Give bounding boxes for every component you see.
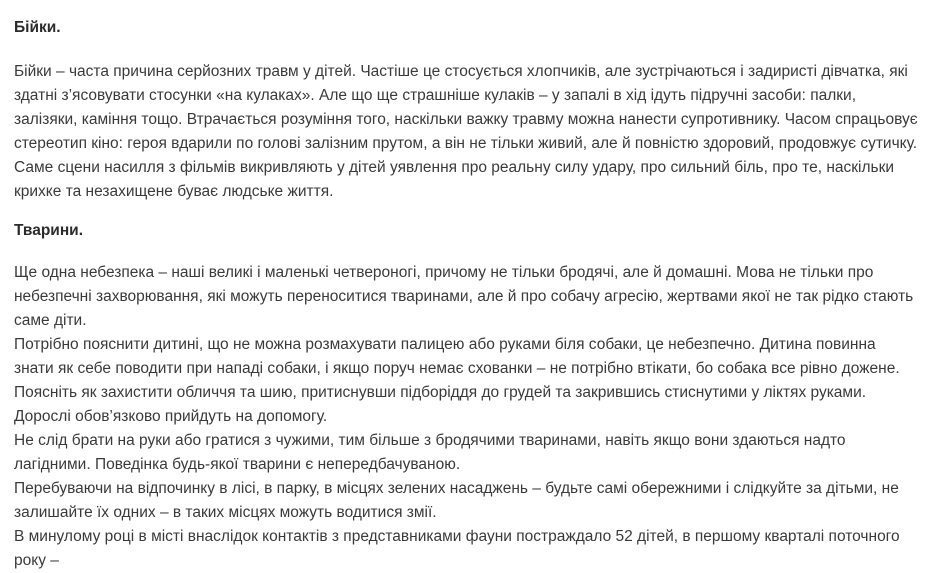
section-heading-animals: Тварини.: [14, 222, 84, 239]
paragraph-snakes: Перебуваючи на відпочинку в лісі, в парку, в місцях зелених насаджень – будьте самі обережними і слідкуйте за дітьми, не залишайте їх одних – в таких місцях можуть водитися змії.: [14, 480, 899, 521]
paragraph-statistics: В минулому році в місті внаслідок контактів з представниками фауни постраждало 52 дітей, в першому кварталі поточного року –: [14, 528, 900, 569]
animals-text-block: [14, 261, 919, 573]
paragraph-fights: Бійки – часта причина серйозних травм у дітей. Частіше це стосується хлопчиків, але зустрічаються і задиристі дівчатка, які здатні з’ясовувати стосунки «на кулаках». Але що ще страшніше кулаків – у запалі в хід ідуть підручні засоби: палки, залізяки, каміння тощо. Втрачається розуміння того, наскільки важку травму можна нанести супротивнику. Часом спрацьовує стереотип кіно: героя вдарили по голові залізним прутом, а він не тільки живий, але й повністю здоровий, продовжує сутичку. Саме сцени насилля з фільмів викривляють у дітей уявлення про реальну силу удару, про сильний біль, про те, наскільки крихке та незахищене буває людське життя.: [14, 63, 918, 200]
section-heading-fights: Бійки.: [14, 19, 61, 36]
paragraph-animals-intro: Ще одна небезпека – наші великі і маленькі четвероногі, причому не тільки бродячі, але й домашні. Мова не тільки про небезпечні захворювання, які можуть переноситися тваринами, але й про собачу агресію, жертвами якої не так рідко стають саме діти.: [14, 264, 914, 329]
paragraph-stray-animals: Не слід брати на руки або гратися з чужими, тим більше з бродячими тваринами, навіть якщо вони здаються надто лагідними. Поведінка будь-якої тварини є непередбачуваною.: [14, 432, 846, 473]
paragraph-dog-advice: Потрібно пояснити дитині, що не можна розмахувати палицею або руками біля собаки, це небезпечно. Дитина повинна знати як себе поводити при нападі собаки, і якщо поруч немає схованки – не потрібно втікати, бо собака все рівно дожене. Поясніть як захистити обличчя та шию, притиснувши підборіддя до грудей та закрившись стиснутими у ліктях руками. Дорослі обов’язково прийдуть на допомогу.: [14, 336, 900, 425]
